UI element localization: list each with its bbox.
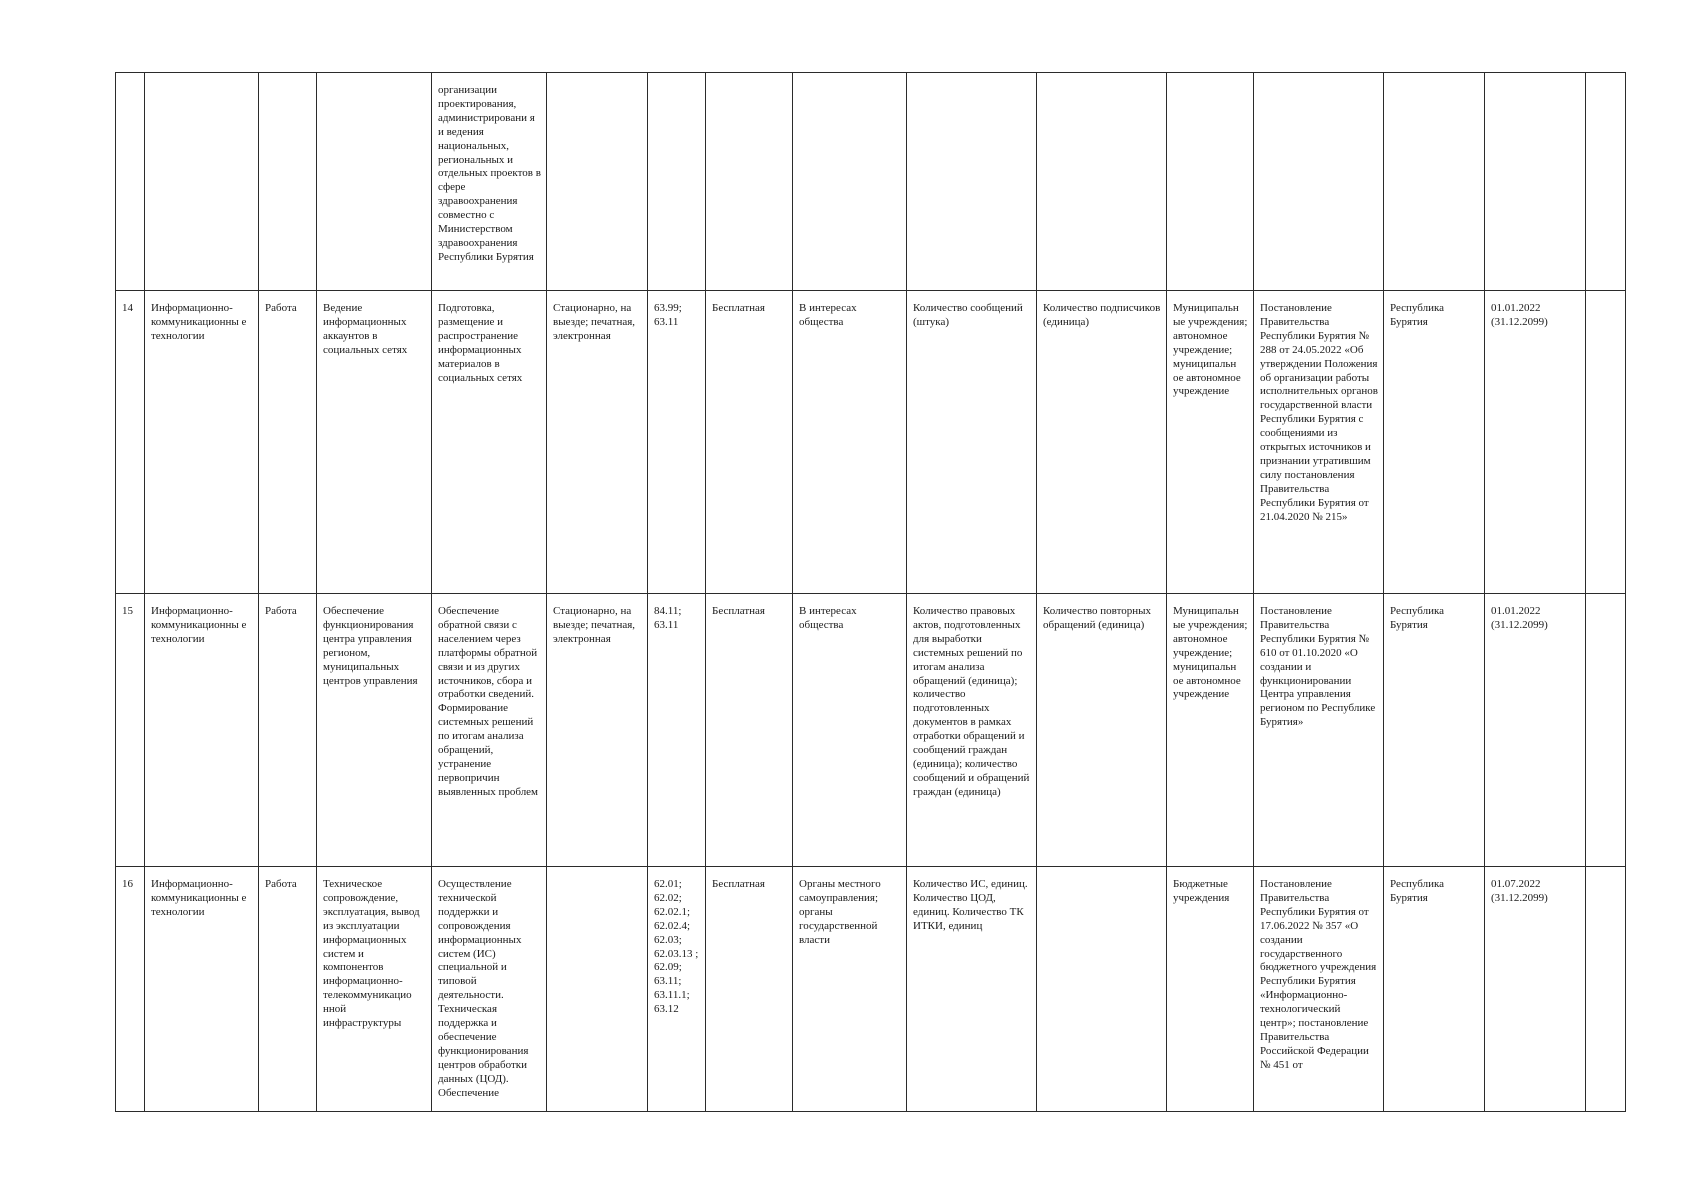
cell-region <box>1384 73 1485 291</box>
cell-consumers: В интересах общества <box>793 594 907 867</box>
cell-type: Работа <box>259 594 317 867</box>
cell-extra <box>1586 291 1626 594</box>
cell-volume-indicator: Количество повторных обращений (единица) <box>1037 594 1167 867</box>
cell-content: Подготовка, размещение и распространение информационных материалов в социальных сетях <box>432 291 547 594</box>
cell-legal-basis <box>1254 73 1384 291</box>
cell-extra <box>1586 73 1626 291</box>
cell-legal-basis: Постановление Правительства Республики Бурятия от 17.06.2022 № 357 «О создании государственного бюджетного учреждения Республики Бурятия «Информационно-технологический центр»; постановление Правительства Российской Федерации № 451 от <box>1254 867 1384 1112</box>
cell-volume-indicator: Количество подписчиков (единица) <box>1037 291 1167 594</box>
cell-name: Обеспечение функционирования центра управления регионом, муниципальных центров управления <box>317 594 432 867</box>
cell-region: Республика Бурятия <box>1384 867 1485 1112</box>
cell-form: Стационарно, на выезде; печатная, электронная <box>547 594 648 867</box>
table-row <box>116 291 1626 594</box>
table-row <box>116 73 1626 291</box>
cell-number <box>116 73 145 291</box>
cell-legal-basis: Постановление Правительства Республики Бурятия № 288 от 24.05.2022 «Об утверждении Положения об организации работы исполнительных органов государственной власти Республики Бурятия с сообщениями из открытых источников и признании утратившим силу постановления Правительства Республики Бурятия от 21.04.2020 № 215» <box>1254 291 1384 594</box>
cell-payment: Бесплатная <box>706 594 793 867</box>
cell-name: Техническое сопровождение, эксплуатация, вывод из эксплуатации информационных систем и компонентов информационно-телекоммуникацио нной инфраструктуры <box>317 867 432 1112</box>
cell-quality-indicator: Количество правовых актов, подготовленных для выработки системных решений по итогам анализа обращений (единица); количество подготовленных документов в рамках отработки обращений и сообщений граждан (единица); количество сообщений и обращений граждан (единица) <box>907 594 1037 867</box>
cell-type: Работа <box>259 291 317 594</box>
cell-dates: 01.01.2022 (31.12.2099) <box>1485 594 1586 867</box>
cell-content: Осуществление технической поддержки и сопровождения информационных систем (ИС) специальной и типовой деятельности. Техническая поддержка и обеспечение функционирования центров обработки данных (ЦОД). Обеспечение <box>432 867 547 1112</box>
cell-extra <box>1586 867 1626 1112</box>
cell-type: Работа <box>259 867 317 1112</box>
cell-okved: 84.11; 63.11 <box>648 594 706 867</box>
cell-sphere: Информационно-коммуникационны е технологии <box>145 867 259 1112</box>
cell-sphere: Информационно-коммуникационны е технологии <box>145 291 259 594</box>
cell-dates: 01.07.2022 (31.12.2099) <box>1485 867 1586 1112</box>
cell-form: Стационарно, на выезде; печатная, электронная <box>547 291 648 594</box>
table-row <box>116 594 1626 867</box>
cell-name: Ведение информационных аккаунтов в социальных сетях <box>317 291 432 594</box>
cell-dates <box>1485 73 1586 291</box>
cell-quality-indicator: Количество сообщений (штука) <box>907 291 1037 594</box>
cell-quality-indicator <box>907 73 1037 291</box>
cell-institutions: Муниципальн ые учреждения; автономное учреждение; муниципальн ое автономное учреждение <box>1167 291 1254 594</box>
cell-form <box>547 73 648 291</box>
cell-payment: Бесплатная <box>706 867 793 1112</box>
cell-number: 14 <box>116 291 145 594</box>
cell-dates: 01.01.2022 (31.12.2099) <box>1485 291 1586 594</box>
cell-payment <box>706 73 793 291</box>
cell-region: Республика Бурятия <box>1384 291 1485 594</box>
cell-extra <box>1586 594 1626 867</box>
cell-region: Республика Бурятия <box>1384 594 1485 867</box>
cell-legal-basis: Постановление Правительства Республики Бурятия № 610 от 01.10.2020 «О создании и функционировании Центра управления регионом по Республике Бурятия» <box>1254 594 1384 867</box>
cell-payment: Бесплатная <box>706 291 793 594</box>
cell-quality-indicator: Количество ИС, единиц. Количество ЦОД, единиц. Количество ТК ИТКИ, единиц <box>907 867 1037 1112</box>
cell-okved: 62.01; 62.02; 62.02.1; 62.02.4; 62.03; 62.03.13 ; 62.09; 63.11; 63.11.1; 63.12 <box>648 867 706 1112</box>
cell-institutions <box>1167 73 1254 291</box>
cell-sphere <box>145 73 259 291</box>
cell-okved: 63.99; 63.11 <box>648 291 706 594</box>
cell-number: 16 <box>116 867 145 1112</box>
cell-content: Обеспечение обратной связи с населением через платформы обратной связи и из других источников, сбора и отработки сведений. Формирование системных решений по итогам анализа обращений, устранение первопричин выявленных проблем <box>432 594 547 867</box>
cell-volume-indicator <box>1037 73 1167 291</box>
cell-sphere: Информационно-коммуникационны е технологии <box>145 594 259 867</box>
cell-consumers: Органы местного самоуправления; органы государственной власти <box>793 867 907 1112</box>
cell-number: 15 <box>116 594 145 867</box>
cell-volume-indicator <box>1037 867 1167 1112</box>
cell-institutions: Бюджетные учреждения <box>1167 867 1254 1112</box>
cell-form <box>547 867 648 1112</box>
cell-consumers: В интересах общества <box>793 291 907 594</box>
table-row <box>116 867 1626 1112</box>
cell-okved <box>648 73 706 291</box>
cell-name <box>317 73 432 291</box>
cell-consumers <box>793 73 907 291</box>
cell-type <box>259 73 317 291</box>
cell-institutions: Муниципальн ые учреждения; автономное учреждение; муниципальн ое автономное учреждение <box>1167 594 1254 867</box>
services-registry-table <box>115 72 1626 1112</box>
cell-content: организации проектирования, администрировани я и ведения национальных, региональных и отдельных проектов в сфере здравоохранения совместно с Министерством здравоохранения Республики Бурятия <box>432 73 547 291</box>
